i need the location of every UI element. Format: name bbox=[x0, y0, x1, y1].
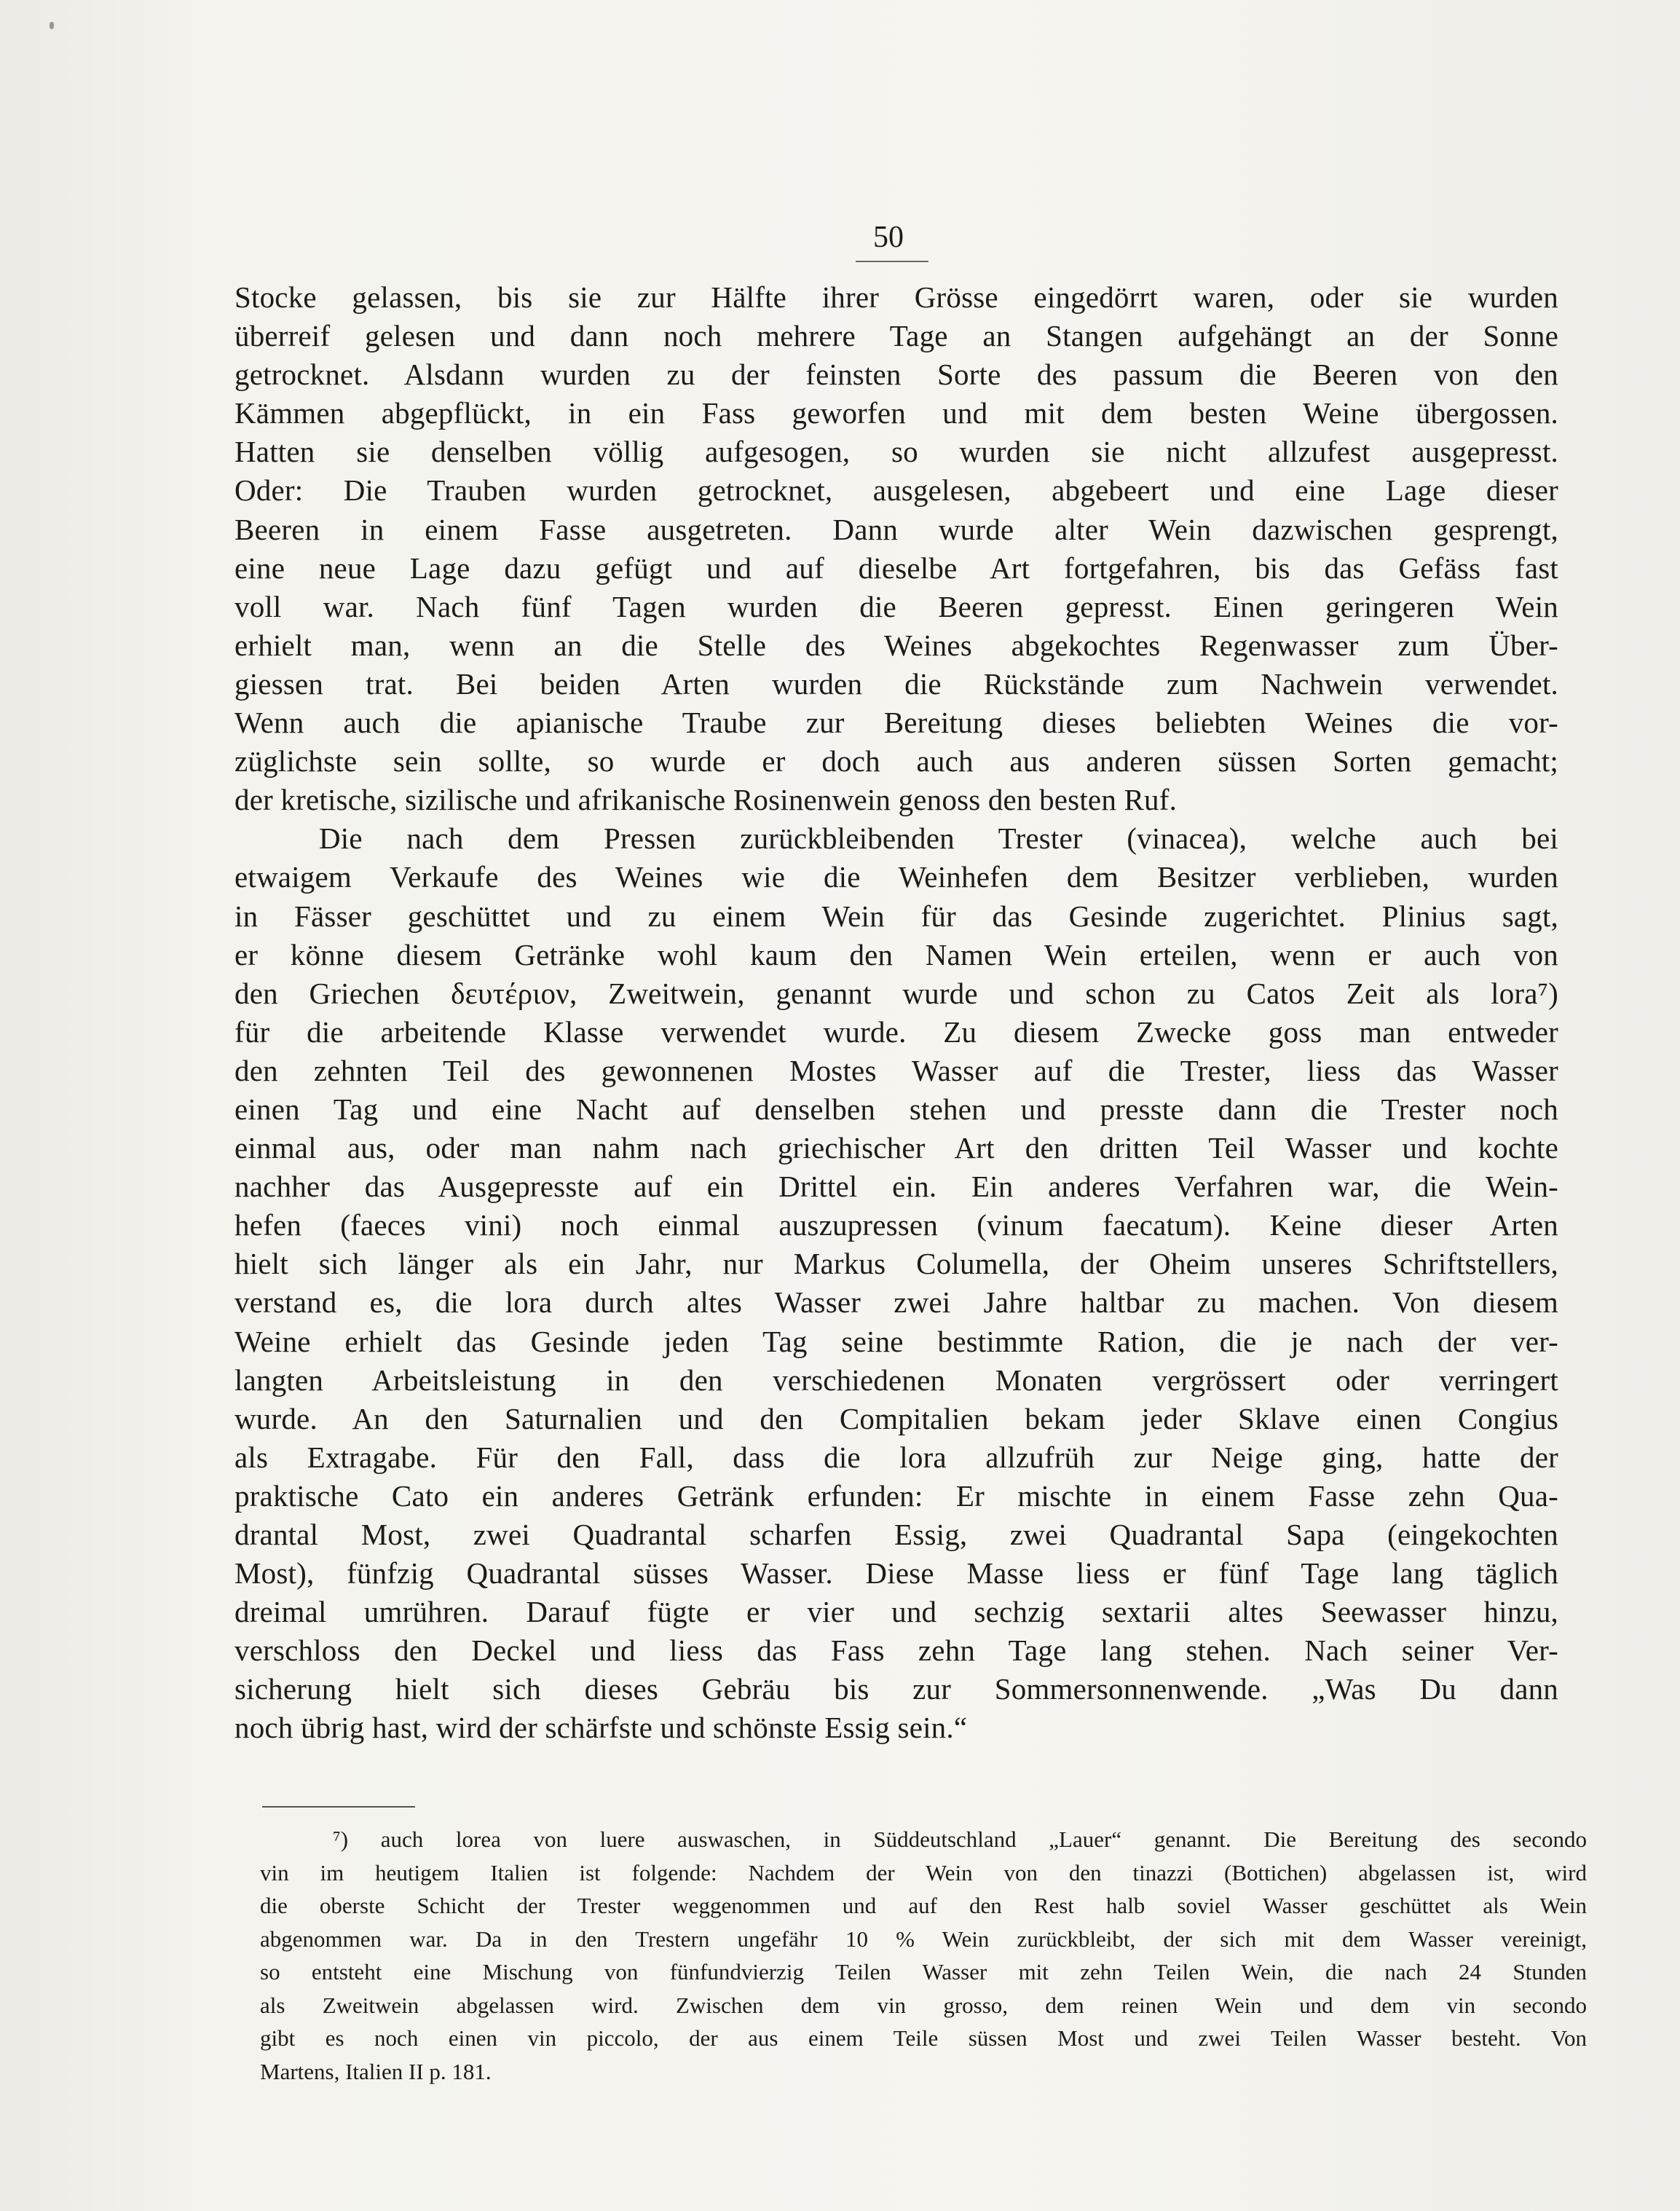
footnote-separator bbox=[262, 1806, 415, 1808]
body-line: erhielt man, wenn an die Stelle des Weines abgekochtes Regenwasser zum Über- bbox=[234, 628, 1558, 662]
body-line: in Fässer geschüttet und zu einem Wein für das Gesinde zugerichtet. Plinius sagt, bbox=[234, 899, 1558, 933]
body-line: der kretische, sizilische und afrikanische Rosinenwein genoss den besten Ruf. bbox=[234, 783, 1178, 817]
body-line: noch übrig hast, wird der schärfste und schönste Essig sein.“ bbox=[234, 1711, 968, 1745]
body-line: einen Tag und eine Nacht auf denselben stehen und presste dann die Trester noch bbox=[234, 1092, 1558, 1126]
body-line: Beeren in einem Fasse ausgetreten. Dann wurde alter Wein dazwischen gesprengt, bbox=[234, 512, 1558, 546]
main-text-block bbox=[234, 278, 1558, 1748]
body-line: züglichste sein sollte, so wurde er doch auch aus anderen süssen Sorten gemacht; bbox=[234, 744, 1558, 779]
body-line: Hatten sie denselben völlig aufgesogen, so wurden sie nicht allzufest ausgepresst. bbox=[234, 435, 1558, 469]
body-line: langten Arbeitsleistung in den verschiedenen Monaten vergrössert oder verringert bbox=[234, 1363, 1558, 1397]
body-line: getrocknet. Alsdann wurden zu der feinsten Sorte des passum die Beeren von den bbox=[234, 358, 1558, 392]
body-line: dreimal umrühren. Darauf fügte er vier und sechzig sextarii altes Seewasser hinzu, bbox=[234, 1595, 1558, 1629]
footnote-line: vin im heutigem Italien ist folgende: Nachdem der Wein von den tinazzi (Bottichen) abgelassen ist, wird bbox=[260, 1859, 1587, 1885]
footnote-line: als Zweitwein abgelassen wird. Zwischen dem vin grosso, dem reinen Wein und dem vin secondo bbox=[260, 1992, 1587, 2018]
footnote-line: die oberste Schicht der Trester weggenommen und auf den Rest halb soviel Wasser geschüttet als Wein bbox=[260, 1893, 1587, 1918]
body-line: praktische Cato ein anderes Getränk erfunden: Er mischte in einem Fasse zehn Qua- bbox=[234, 1478, 1558, 1513]
body-line: Weine erhielt das Gesinde jeden Tag seine bestimmte Ration, die je nach der ver- bbox=[234, 1324, 1558, 1358]
body-line: hefen (faeces vini) noch einmal auszupressen (vinum faecatum). Keine dieser Arten bbox=[234, 1208, 1558, 1242]
body-line-paragraph-start: Die nach dem Pressen zurückbleibenden Trester (vinacea), welche auch bei bbox=[319, 821, 1558, 856]
body-line: Kämmen abgepflückt, in ein Fass geworfen und mit dem besten Weine übergossen. bbox=[234, 396, 1558, 430]
body-line: giessen trat. Bei beiden Arten wurden die Rückstände zum Nachwein verwendet. bbox=[234, 666, 1558, 701]
body-line: sicherung hielt sich dieses Gebräu bis zur Sommersonnenwende. „Was Du dann bbox=[234, 1672, 1558, 1706]
body-line: für die arbeitende Klasse verwendet wurde. Zu diesem Zwecke goss man entweder bbox=[234, 1014, 1558, 1049]
footnote-line: so entsteht eine Mischung von fünfundvierzig Teilen Wasser mit zehn Teilen Wein, die nach 24 Stunden bbox=[260, 1959, 1587, 1985]
body-line: Most), fünfzig Quadrantal süsses Wasser. Diese Masse liess er fünf Tage lang täglich bbox=[234, 1556, 1558, 1591]
body-line: etwaigem Verkaufe des Weines wie die Weinhefen dem Besitzer verblieben, wurden bbox=[234, 860, 1558, 894]
footnote-block bbox=[260, 1823, 1587, 2088]
footnote-line: gibt es noch einen vin piccolo, der aus einem Teile süssen Most und zwei Teilen Wasser besteht. Von bbox=[260, 2025, 1587, 2051]
body-line: voll war. Nach fünf Tagen wurden die Beeren gepresst. Einen geringeren Wein bbox=[234, 589, 1558, 623]
body-line: verstand es, die lora durch altes Wasser zwei Jahre haltbar zu machen. Von diesem bbox=[234, 1285, 1558, 1320]
body-line: einmal aus, oder man nahm nach griechischer Art den dritten Teil Wasser und kochte bbox=[234, 1131, 1558, 1165]
body-line: den Griechen δευτέριον, Zweitwein, genannt wurde und schon zu Catos Zeit als lora⁷) bbox=[234, 976, 1558, 1010]
page-number-underline bbox=[856, 261, 928, 262]
footnote-line: ⁷) auch lorea von luere auswaschen, in Süddeutschland „Lauer“ genannt. Die Bereitung des secondo bbox=[333, 1826, 1587, 1852]
body-line: Oder: Die Trauben wurden getrocknet, ausgelesen, abgebeert und eine Lage dieser bbox=[234, 473, 1558, 508]
body-line: drantal Most, zwei Quadrantal scharfen Essig, zwei Quadrantal Sapa (eingekochten bbox=[234, 1518, 1558, 1551]
body-line: überreif gelesen und dann noch mehrere Tage an Stangen aufgehängt an der Sonne bbox=[234, 319, 1558, 353]
body-line: er könne diesem Getränke wohl kaum den Namen Wein erteilen, wenn er auch von bbox=[234, 937, 1558, 972]
body-line: den zehnten Teil des gewonnenen Mostes Wasser auf die Trester, liess das Wasser bbox=[234, 1053, 1558, 1087]
body-line: wurde. An den Saturnalien und den Compitalien bekam jeder Sklave einen Congius bbox=[234, 1401, 1558, 1435]
body-line: verschloss den Deckel und liess das Fass zehn Tage lang stehen. Nach seiner Ver- bbox=[234, 1633, 1558, 1668]
footnote-line: abgenommen war. Da in den Trestern ungefähr 10 % Wein zurückbleibt, der sich mit dem Wasser vereinigt, bbox=[260, 1926, 1587, 1952]
body-line: nachher das Ausgepresste auf ein Drittel ein. Ein anderes Verfahren war, die Wein- bbox=[234, 1170, 1558, 1204]
footnote-line: Martens, Italien II p. 181. bbox=[260, 2058, 492, 2084]
body-line: als Extragabe. Für den Fall, dass die lora allzufrüh zur Neige ging, hatte der bbox=[234, 1440, 1558, 1474]
body-line: Stocke gelassen, bis sie zur Hälfte ihrer Grösse eingedörrt waren, oder sie wurden bbox=[234, 280, 1558, 314]
paper-speck bbox=[50, 22, 54, 29]
body-line: eine neue Lage dazu gefügt und auf dieselbe Art fortgefahren, bis das Gefäss fast bbox=[234, 551, 1558, 585]
body-line: Wenn auch die apianische Traube zur Bereitung dieses beliebten Weines die vor- bbox=[234, 706, 1558, 740]
body-line: hielt sich länger als ein Jahr, nur Markus Columella, der Oheim unseres Schriftstellers, bbox=[234, 1247, 1558, 1281]
page-number: 50 bbox=[873, 221, 904, 254]
